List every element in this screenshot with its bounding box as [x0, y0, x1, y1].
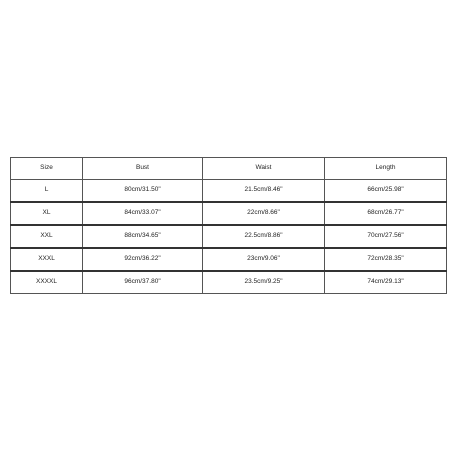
cell-bust: 80cm/31.50": [83, 180, 203, 203]
cell-size: XXXXL: [11, 271, 83, 294]
cell-length: 66cm/25.98": [325, 180, 447, 203]
cell-length: 68cm/26.77": [325, 202, 447, 225]
cell-size: XXXL: [11, 248, 83, 271]
cell-bust: 96cm/37.80": [83, 271, 203, 294]
cell-size: L: [11, 180, 83, 203]
cell-length: 74cm/29.13": [325, 271, 447, 294]
table-row: [11, 180, 447, 203]
header-size: Size: [11, 158, 83, 180]
cell-waist: 21.5cm/8.46": [203, 180, 325, 203]
cell-length: 70cm/27.56": [325, 225, 447, 248]
cell-bust: 84cm/33.07": [83, 202, 203, 225]
header-length: Length: [325, 158, 447, 180]
table-row: [11, 271, 447, 294]
cell-waist: 23.5cm/9.25": [203, 271, 325, 294]
table-row: [11, 202, 447, 225]
cell-bust: 92cm/36.22": [83, 248, 203, 271]
cell-waist: 22cm/8.66": [203, 202, 325, 225]
cell-size: XXL: [11, 225, 83, 248]
cell-length: 72cm/28.35": [325, 248, 447, 271]
cell-waist: 23cm/9.06": [203, 248, 325, 271]
cell-size: XL: [11, 202, 83, 225]
size-chart-table: [10, 157, 447, 294]
table-row: [11, 225, 447, 248]
table-header-row: [11, 158, 447, 180]
cell-bust: 88cm/34.65": [83, 225, 203, 248]
header-waist: Waist: [203, 158, 325, 180]
table-row: [11, 248, 447, 271]
header-bust: Bust: [83, 158, 203, 180]
cell-waist: 22.5cm/8.86": [203, 225, 325, 248]
